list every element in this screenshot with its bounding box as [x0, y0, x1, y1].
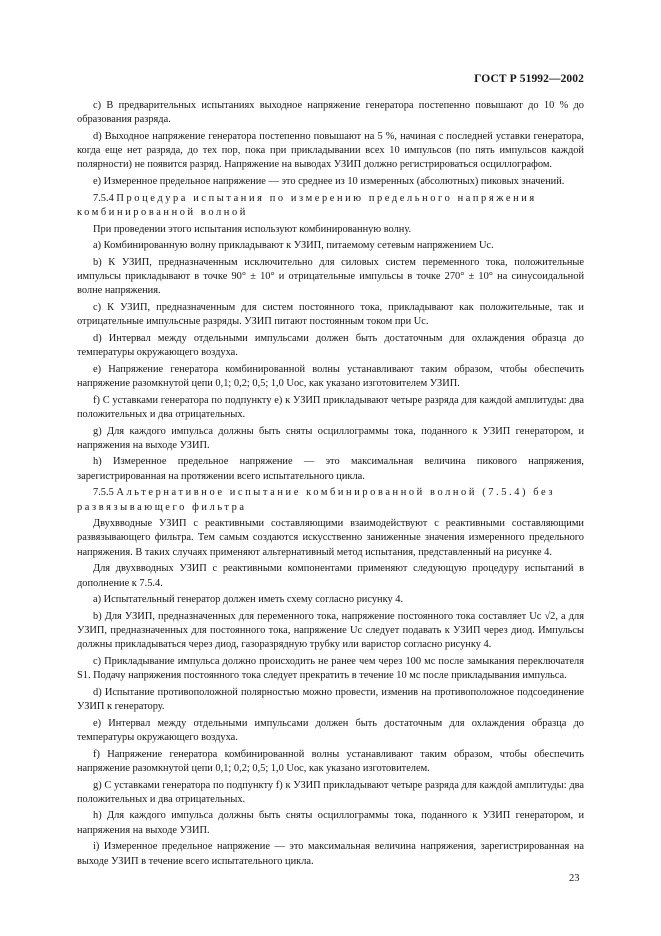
paragraph: i) Измеренное предельное напряжение — это максимальная величина напряжения, зарегистрированная на выходе УЗИП в течение всего испытательного цикла.: [77, 841, 584, 867]
section-heading-7-5-4: [77, 192, 584, 221]
paragraph: Для двухвводных УЗИП с реактивными компонентами применяют следующую процедуру испытаний в дополнение к 7.5.4.: [77, 563, 584, 589]
paragraph: d) Испытание противоположной полярностью можно провести, изменив на противоположное подсоединение УЗИП к генератору.: [77, 686, 584, 713]
section-number: 7.5.5: [93, 487, 114, 499]
section-title: Альтернативное испытание комбинированной волной (7.5.4) без развязывающего фильтра: [77, 487, 556, 513]
section-number: 7.5.4: [93, 192, 114, 204]
paragraph: b) Для УЗИП, предназначенных для переменного тока, напряжение постоянного тока составляет Uc √2, а для УЗИП, предназначенных для постоянного тока, напряжение Uc следует подавать к УЗИП через диод. Импульсы должны прикладываться через диод, газоразрядную трубку или варистор согласно рисунку 4.: [77, 610, 584, 651]
paragraph: c) Прикладывание импульса должно происходить не ранее чем через 100 мс после замыкания переключателя S1. Подачу напряжения постоянного тока следует прекратить в течение 10 мс после прикладывания импульса.: [77, 656, 584, 682]
paragraph: b) К УЗИП, предназначенным исключительно для силовых систем переменного тока, положительные импульсы прикладывают в точке 90° ± 10° и отрицательные импульсы в точке 270° ± 10° на синусоидальной волне напряжения.: [77, 256, 584, 297]
paragraph: e) Интервал между отдельными импульсами должен быть достаточным для охлаждения образца до температуры окружающего воздуха.: [77, 717, 584, 744]
page-body: [77, 99, 584, 871]
paragraph: g) Для каждого импульса должны быть сняты осциллограммы тока, поданного к УЗИП генератором, и напряжения на выходе УЗИП.: [77, 425, 584, 451]
paragraph: c) К УЗИП, предназначенным для систем постоянного тока, прикладывают как положительные, так и отрицательные импульсные разряды. УЗИП питают постоянным током при Uc.: [77, 301, 584, 328]
paragraph: a) Комбинированную волну прикладывают к УЗИП, питаемому сетевым напряжением Uc.: [93, 240, 494, 252]
paragraph: a) Испытательный генератор должен иметь схему согласно рисунку 4.: [93, 594, 404, 606]
document-code: ГОСТ Р 51992—2002: [474, 73, 584, 85]
paragraph: e) Напряжение генератора комбинированной волны устанавливают таким образом, чтобы обеспечить напряжение разомкнутой цепи 0,1; 0,2; 0,5; 1,0 Uoc, как указано изготовителем УЗИП.: [77, 363, 584, 390]
paragraph: f) С уставками генератора по подпункту e) к УЗИП прикладывают четыре разряда для каждой амплитуды: два положительных и два отрицательных.: [77, 394, 584, 420]
page-number: 23: [569, 873, 580, 884]
paragraph: g) С уставками генератора по подпункту f) к УЗИП прикладывают четыре разряда для каждой амплитуды: два положительных и два отрицательных.: [77, 779, 584, 805]
paragraph: При проведении этого испытания используют комбинированную волну.: [93, 223, 412, 235]
paragraph: h) Для каждого импульса должны быть сняты осциллограммы тока, поданного к УЗИП генератором, и напряжения на выходе УЗИП.: [77, 810, 584, 836]
section-title: Процедура испытания по измерению предельного напряжения комбинированной волной: [77, 192, 537, 218]
paragraph: h) Измеренное предельное напряжение — это максимальная величина пикового напряжения, зарегистрированная на протяжении всего испытательного цикла.: [77, 456, 584, 482]
paragraph: e) Измеренное предельное напряжение — это среднее из 10 измеренных (абсолютных) пиковых значений.: [93, 176, 565, 188]
section-heading-7-5-5: [77, 486, 584, 515]
paragraph: c) В предварительных испытаниях выходное напряжение генератора постепенно повышают до 10 % до образования разряда.: [77, 100, 584, 126]
paragraph: d) Интервал между отдельными импульсами должен быть достаточным для охлаждения образца до температуры окружающего воздуха.: [77, 332, 584, 359]
paragraph: f) Напряжение генератора комбинированной волны устанавливают таким образом, чтобы обеспечить напряжение разомкнутой цепи 0,1; 0,2; 0,5; 1,0 Uoc, как указано изготовителем.: [77, 748, 584, 774]
paragraph: Двухвводные УЗИП с реактивными составляющими взаимодействуют с реактивными составляющими развязывающего фильтра. Тем самым создаются искусственно заниженные значения измеренного предельного напряжения. В таких случаях применяют альтернативный метод испытания, представленный на рисунке 4.: [77, 518, 584, 558]
paragraph: d) Выходное напряжение генератора постепенно повышают на 5 %, начиная с последней уставки генератора, когда еще нет разряда, до тех пор, пока при прикладывании всех 10 импульсов (по пять импульсов каждой полярности) не появится разряд. Напряжение на выводах УЗИП должно регистрироваться осциллографом.: [77, 130, 584, 171]
